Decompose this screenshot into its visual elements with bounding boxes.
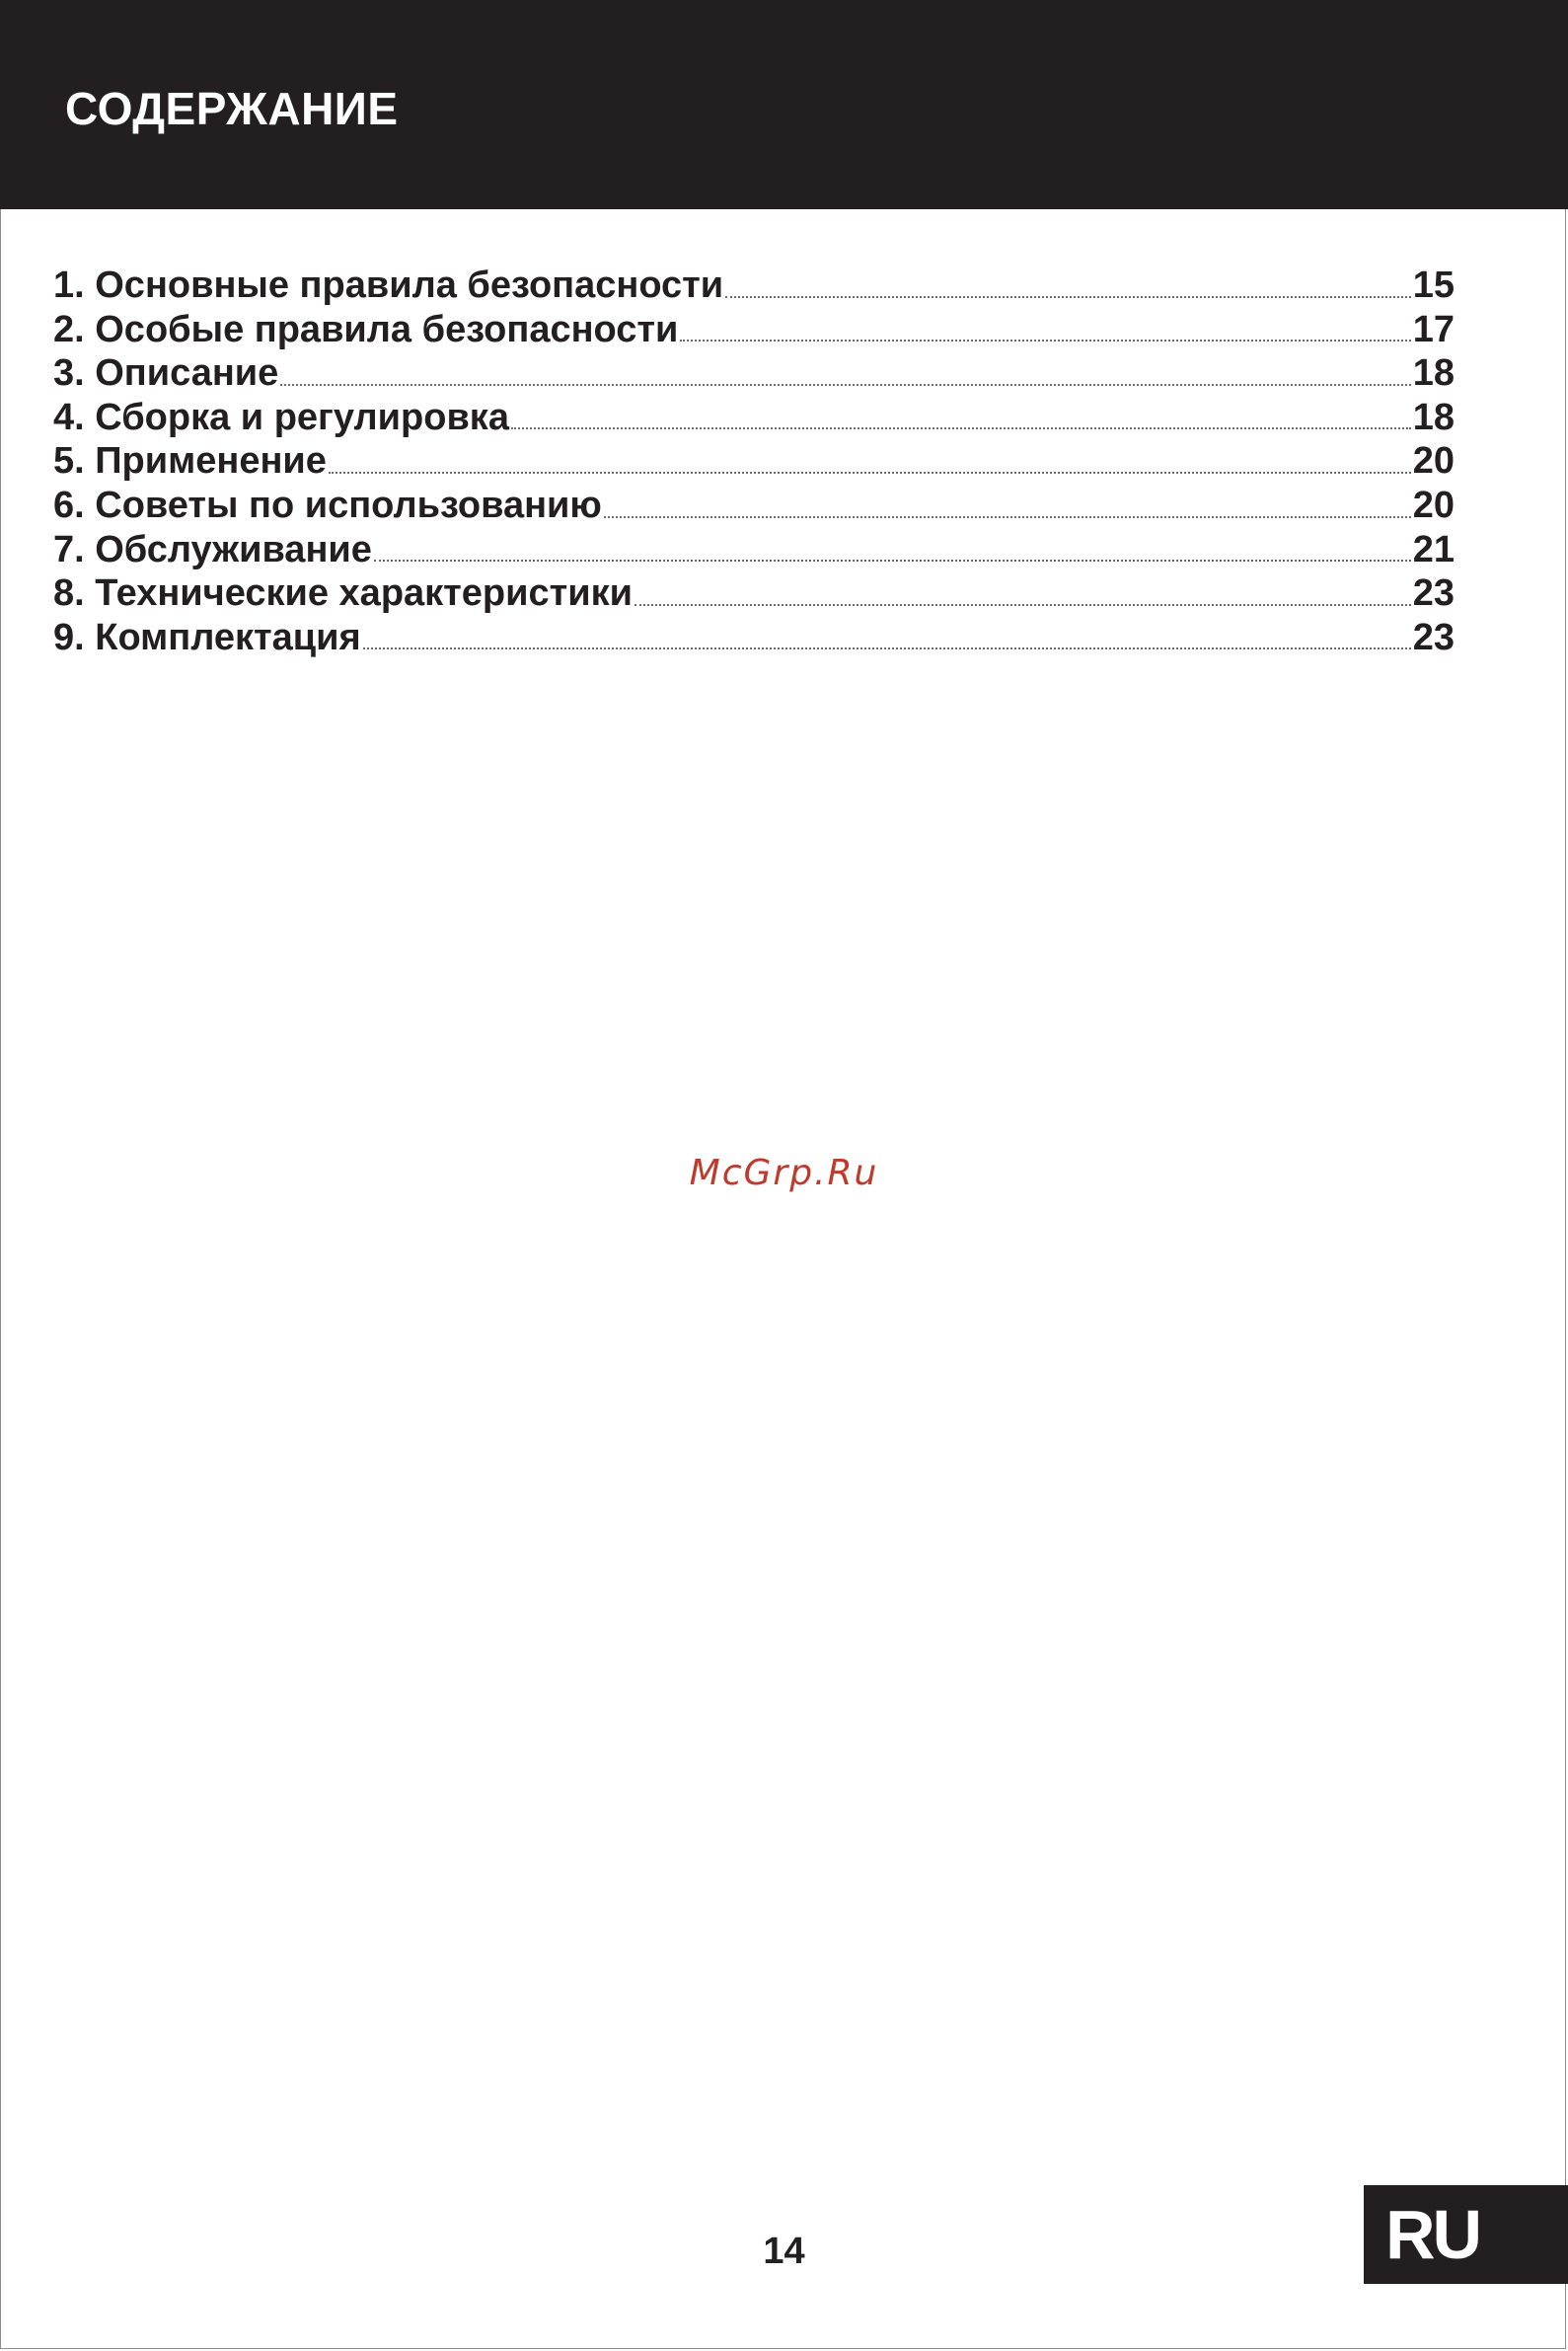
toc-item-label: 2. Особые правила безопасности bbox=[53, 308, 679, 350]
toc-item-page: 23 bbox=[1412, 572, 1455, 615]
page-title: СОДЕРЖАНИЕ bbox=[65, 83, 399, 134]
toc-item-label: 5. Применение bbox=[53, 440, 327, 483]
toc-dot-leader bbox=[363, 646, 1411, 649]
watermark: McGrp.Ru bbox=[689, 1153, 879, 1193]
table-of-contents bbox=[53, 264, 1455, 659]
toc-item-3[interactable] bbox=[53, 351, 1455, 396]
toc-item-2[interactable] bbox=[53, 308, 1455, 352]
toc-item-label: 7. Обслуживание bbox=[53, 528, 372, 570]
toc-dot-leader bbox=[511, 426, 1411, 429]
toc-item-5[interactable] bbox=[53, 439, 1455, 484]
header-bar bbox=[0, 0, 1568, 209]
toc-item-label: 8. Технические характеристики bbox=[53, 572, 633, 615]
toc-dot-leader bbox=[604, 515, 1411, 518]
toc-dot-leader bbox=[329, 471, 1411, 474]
toc-dot-leader bbox=[374, 559, 1411, 562]
language-badge-label: RU bbox=[1385, 2196, 1480, 2273]
toc-item-page: 15 bbox=[1412, 265, 1455, 306]
toc-dot-leader bbox=[280, 383, 1410, 386]
toc-dot-leader bbox=[680, 339, 1410, 341]
toc-dot-leader bbox=[635, 603, 1411, 606]
toc-item-page: 21 bbox=[1412, 528, 1455, 570]
toc-item-4[interactable] bbox=[53, 396, 1455, 440]
toc-item-8[interactable] bbox=[53, 571, 1455, 616]
toc-item-label: 4. Сборка и регулировка bbox=[53, 396, 509, 438]
toc-item-7[interactable] bbox=[53, 528, 1455, 572]
toc-item-label: 1. Основные правила безопасности bbox=[53, 265, 724, 306]
toc-item-6[interactable] bbox=[53, 484, 1455, 528]
toc-dot-leader bbox=[725, 295, 1411, 298]
language-badge bbox=[1364, 2185, 1568, 2284]
toc-item-label: 6. Советы по использованию bbox=[53, 484, 602, 526]
toc-item-1[interactable] bbox=[53, 264, 1455, 308]
toc-item-page: 17 bbox=[1412, 308, 1455, 350]
toc-item-9[interactable] bbox=[53, 616, 1455, 660]
toc-item-label: 3. Описание bbox=[53, 352, 279, 395]
toc-item-page: 23 bbox=[1412, 616, 1455, 658]
toc-item-page: 20 bbox=[1412, 440, 1455, 483]
toc-item-label: 9. Комплектация bbox=[53, 616, 361, 658]
page-number: 14 bbox=[763, 2231, 805, 2272]
toc-item-page: 20 bbox=[1412, 484, 1455, 526]
toc-item-page: 18 bbox=[1412, 396, 1455, 438]
toc-item-page: 18 bbox=[1412, 352, 1455, 395]
